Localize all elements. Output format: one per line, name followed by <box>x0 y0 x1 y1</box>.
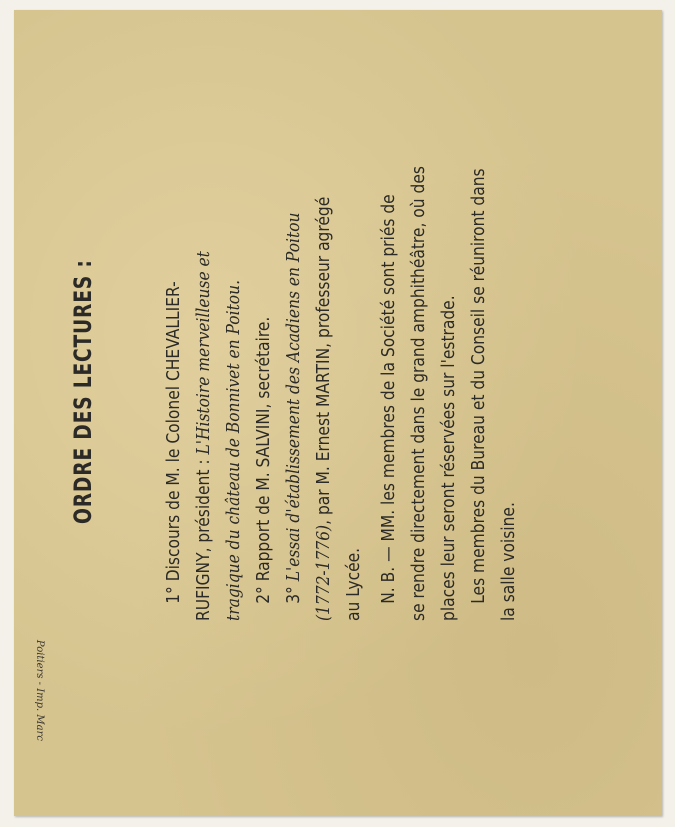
rotated-page-content <box>14 10 662 816</box>
lecture-3-end: au Lycée. <box>343 547 364 621</box>
notes-block <box>374 10 524 621</box>
lecture-3-author: , par M. Ernest MARTIN, professeur agrégé <box>313 196 334 525</box>
note-line-3: places leur seront réservées sur l'estrade. <box>438 295 459 621</box>
lecture-3-number: 3° <box>283 581 304 604</box>
lecture-item-1-cont2 <box>219 10 249 621</box>
note-line-5: la salle voisine. <box>498 502 519 621</box>
page-title: ORDRE DES LECTURES : <box>69 259 97 524</box>
printer-imprint: Poitiers - Imp. Marc <box>34 639 45 741</box>
lecture-1-title-a: L'Histoire merveilleuse et <box>193 251 214 455</box>
lecture-item-3-cont2 <box>339 10 369 621</box>
lecture-3-title: L'essai d'établissement des Acadiens en Poitou <box>283 212 304 582</box>
lecture-item-3 <box>279 10 309 621</box>
note-line-2: se rendre directement dans le grand amphithéâtre, où des <box>408 166 429 621</box>
lecture-1-line-b: RUFIGNY, président : <box>193 454 214 621</box>
document-sheet <box>14 10 662 816</box>
lectures-list <box>159 10 369 621</box>
lecture-1-line-a: 1° Discours de M. le Colonel CHEVALLIER- <box>163 281 184 604</box>
lecture-item-1-cont <box>189 10 219 621</box>
lecture-item-2 <box>249 10 279 621</box>
lecture-item-1 <box>159 10 189 621</box>
note-line-1: N. B. — MM. les membres de la Société sont priés de <box>378 194 399 604</box>
lecture-item-3-cont <box>309 10 339 621</box>
note-line-4: Les membres du Bureau et du Conseil se réuniront dans <box>468 168 489 604</box>
lecture-1-title-b: tragique du château de Bonnivet en Poitou. <box>223 279 244 621</box>
lecture-3-dates: (1772-1776) <box>313 524 334 621</box>
lecture-2-text: 2° Rapport de M. SALVINI, secrétaire. <box>253 316 274 604</box>
